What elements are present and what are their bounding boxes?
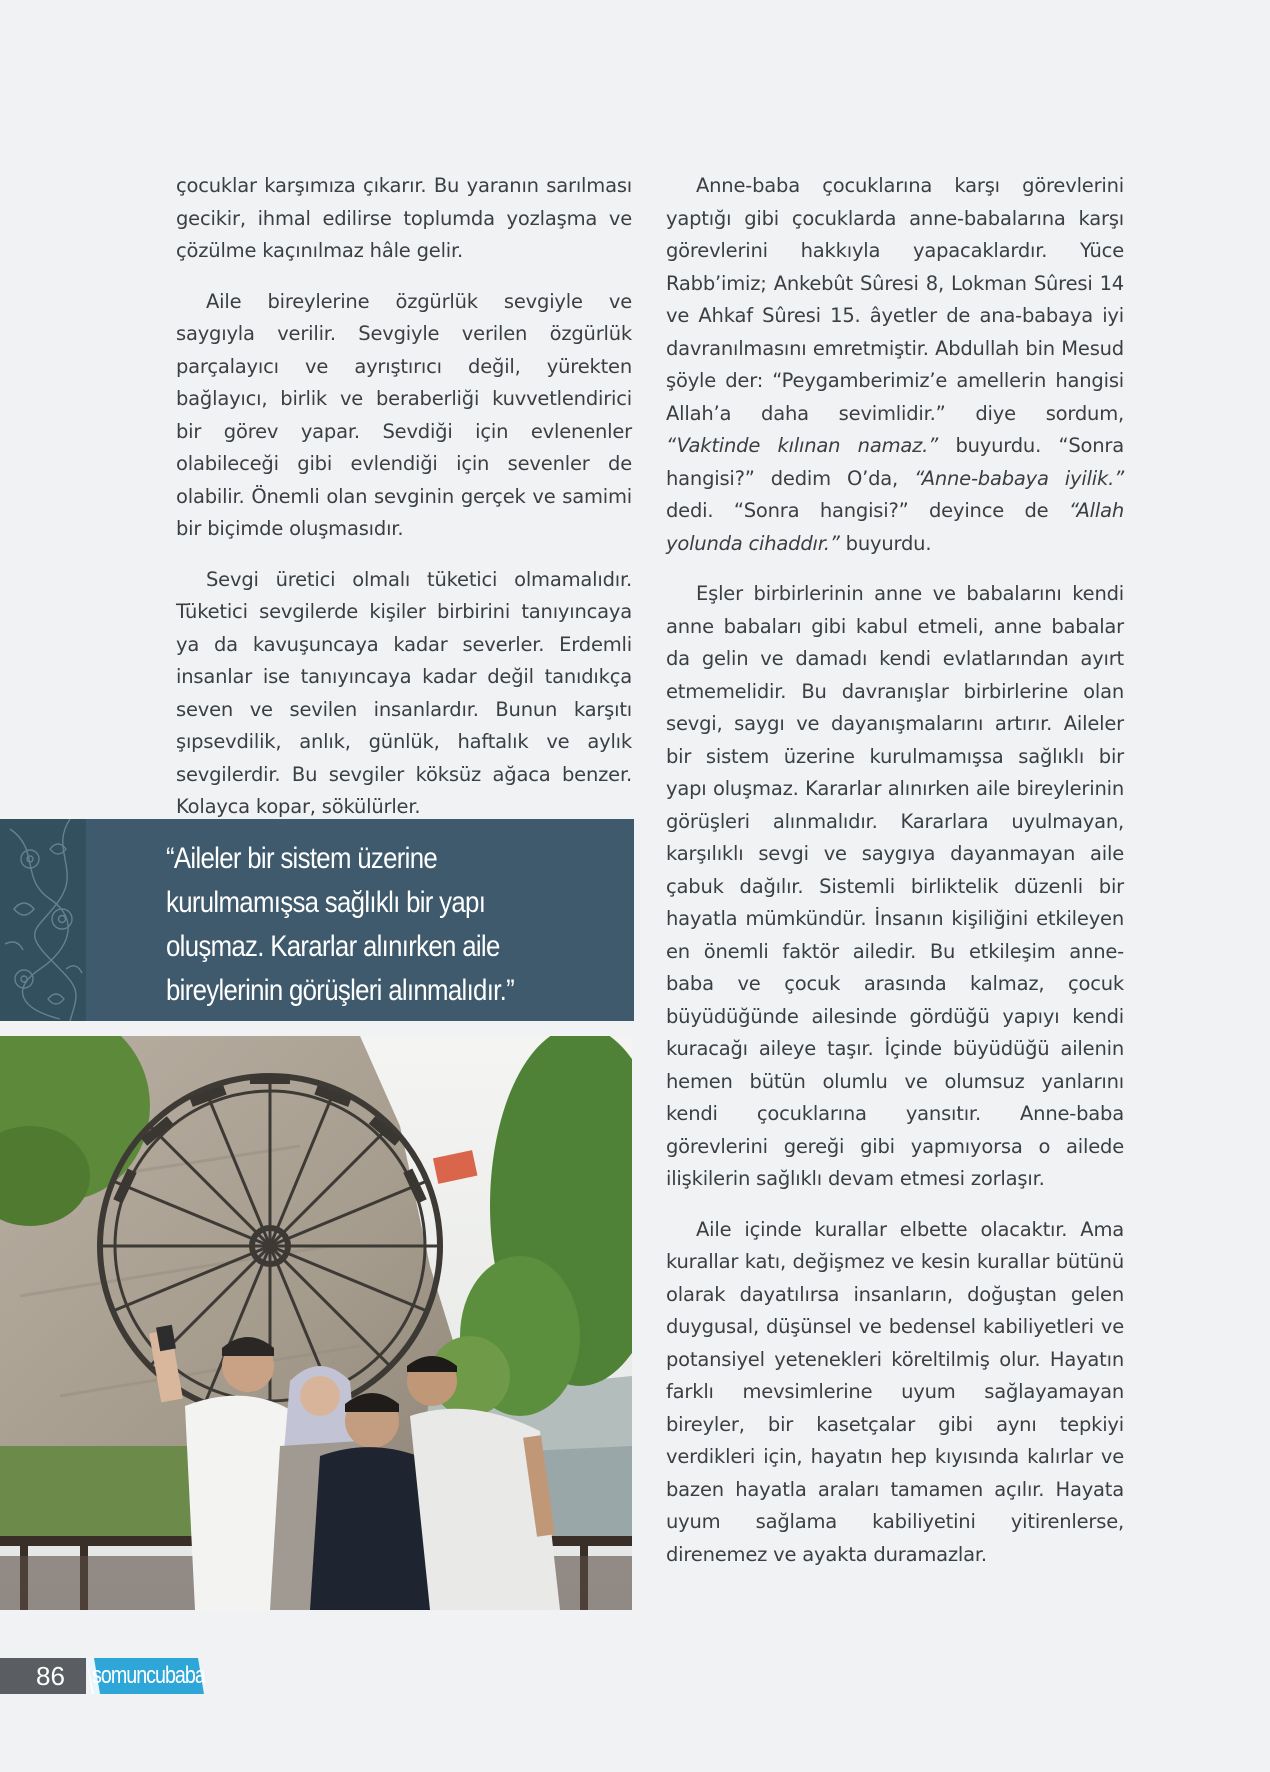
water-wheel-selfie-photo: [0, 1036, 632, 1610]
paragraph: [666, 170, 1124, 560]
paragraph: çocuklar karşımıza çıkarır. Bu yaranın sarılması gecikir, ihmal edilirse toplumda yozlaşma ve çözülme kaçınılmaz hâle gelir.: [176, 174, 632, 262]
hadith-quote: “Anne-babaya iyilik.”: [914, 466, 1124, 490]
paragraph: Aile bireylerine özgürlük sevgiyle ve saygıyla verilir. Sevgiyle verilen özgürlük parçalayıcı ve ayrıştırıcı değil, yürekten bağlayıcı, birlik ve beraberliği kuvvetlendirici bir görev yapar. Sevdiği için evlenenler olabileceği gibi evlendiği için sevenler de olabilir. Önemli olan sevginin gerçek ve samimi bir biçimde oluşmasıdır.: [176, 289, 632, 540]
text-run: buyurdu. “Sonra hangisi?” dedim O’da,: [666, 434, 1124, 490]
hadith-quote: “Allah yolunda cihaddır.”: [666, 499, 1124, 555]
hadith-quote: “Vaktinde kılınan namaz.”: [666, 434, 939, 457]
floral-ornament-icon: [0, 819, 86, 1021]
pull-quote-text: “Aileler bir sistem üzerine kurulmamışsa sağlıklı bir yapı oluşmaz. Kararlar alınırken aile bireylerinin görüşleri alınmalıdır.”: [166, 842, 515, 1007]
text-run: dedi. “Sonra hangisi?” deyince de: [666, 499, 1069, 522]
page-number: 86: [36, 1661, 65, 1691]
paragraph: Aile içinde kurallar elbette olacaktır. Ama kurallar katı, değişmez ve kesin kurallar bütünü olarak dayatılırsa insanların, doğuştan gelen duygusal, düşünsel ve bedensel kabiliyetleri ve potansiyel yetenekleri köreltilmiş olur. Hayatın farklı mevsimlerine uyum sağlayamayan bireyler, bir kasetçalar gibi aynı tepkiyi verdikleri için, hayatın hep kıyısında kalırlar ve bazen hayatla araları tamamen açılır. Hayata uyum sağlama kabiliyetini yitirenlerse, direnemez ve ayakta duramazlar.: [666, 1217, 1124, 1566]
text-run: Anne-baba çocuklarına karşı görevlerini yaptığı gibi çocuklarda anne-babalarına karşı görevlerini hakkıyla yapacaklardır. Yüce Rabb’imiz; Ankebût Sûresi 8, Lokman Sûresi 14 ve Ahkaf Sûresi 15. âyetler de ana-babaya iyi davranılmasını emretmiştir. Abdullah bin Mesud şöyle der: “Peygamberimiz’e amellerin hangisi Allah’a daha sevimlidir.” diye sordum,: [666, 174, 1124, 425]
pull-quote-box: [0, 819, 634, 1021]
paragraph: Sevgi üretici olmalı tüketici olmamalıdır. Tüketici sevgilerde kişiler birbirini tanıyıncaya ya da kavuşuncaya kadar severler. Erdemli insanlar ise tanıyıncaya kadar değil tanıdıkça seven ve sevilen insanlardır. Bunun karşıtı şıpsevdilik, anlık, günlük, haftalık ve aylık sevgilerdir. Bu sevgiler köksüz ağaca benzer. Kolayca kopar, sökülürler.: [176, 567, 632, 818]
right-column: [666, 170, 1124, 1589]
brand-name: somuncubaba: [92, 1662, 205, 1689]
text-run: buyurdu.: [839, 531, 932, 555]
left-column: [176, 170, 632, 842]
paragraph: Eşler birbirlerinin anne ve babalarını kendi anne babaları gibi kabul etmeli, anne babalar da gelin ve damadı kendi evlatlarından ayırt etmemelidir. Bu davranışlar birbirlerine olan sevgi, saygı ve dayanışmalarını artırır. Aileler bir sistem üzerine kurulmamışsa sağlıklı bir yapı oluşmaz. Kararlar alınırken aile bireylerinin görüşleri alınmalıdır. Kararlara uyulmayan, karşılıklı sevgi ve saygıya dayanmayan aile çabuk dağılır. Sistemli birliktelik düzenli bir hayatla mümkündür. İnsanın kişiliğini etkileyen en önemli faktör ailedir. Bu etkileşim anne-baba ve çocuk arasında kalmaz, çocuk büyüdüğünde ailesinde gördüğü yapıyı kendi kuracağı aileye taşır. İçinde büyüdüğü ailenin hemen bütün olumlu ve olumsuz yanlarını kendi çocuklarına yansıtır. Anne-baba görevlerini gereği gibi yapmıyorsa o ailede ilişkilerin sağlıklı devam etmesi zorlaşır.: [666, 582, 1124, 1190]
